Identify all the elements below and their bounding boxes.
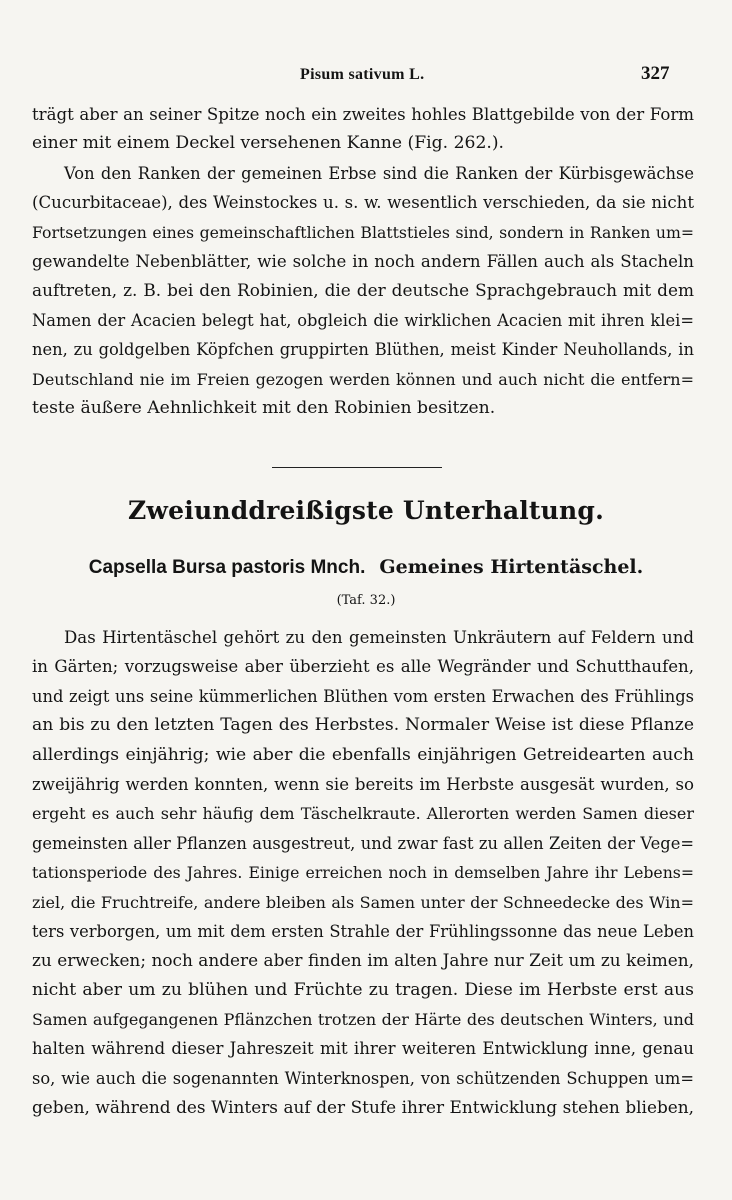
page-number: 327 [641,63,670,84]
paragraph-continuation [32,100,694,423]
text-line: tationsperiode des Jahres. Einige erreichen noch in demselben Jahre ihr Lebens= [32,863,694,883]
text-line: ziel, die Fruchtreife, andere bleiben als Samen unter der Schneedecke des Win= [32,892,694,912]
text-line: geben, während des Winters auf der Stufe ihrer Entwicklung stehen blieben, [32,1097,694,1118]
text-line: Deutschland nie im Freien gezogen werden können und auch nicht die entfern= [32,369,694,389]
species-heading [0,556,732,579]
text-line: allerdings einjährig; wie aber die ebenfalls einjährigen Getreidearten auch [32,744,694,765]
text-line: Samen aufgegangenen Pflänzchen trotzen der Härte des deutschen Winters, und [32,1010,694,1030]
text-line: so, wie auch die sogenannten Winterknospen, von schützenden Schuppen um= [32,1068,694,1088]
text-line: gemeinsten aller Pflanzen ausgestreut, und zwar fast zu allen Zeiten der Vege= [32,833,694,853]
latin-name: Capsella Bursa pastoris Mnch. [88,557,366,578]
plate-reference: (Taf. 32.) [336,593,396,608]
running-head [0,63,732,88]
common-name: Gemeines Hirtentäschel. [379,556,644,578]
text-line: in Gärten; vorzugsweise aber überzieht es alle Wegränder und Schutthaufen, [32,657,694,677]
text-line: und zeigt uns seine kümmerlichen Blüthen vom ersten Erwachen des Frühlings [32,686,694,706]
text-line: nicht aber um zu blühen und Früchte zu tragen. Diese im Herbste erst aus [32,979,694,1000]
text-line: gewandelte Nebenblätter, wie solche in noch andern Fällen auch als Stacheln [32,251,694,271]
text-line: (Cucurbitaceae), des Weinstockes u. s. w. wesentlich verschieden, da sie nicht [32,193,694,213]
text-line: Von den Ranken der gemeinen Erbse sind die Ranken der Kürbisgewächse [64,163,694,183]
text-line: trägt aber an seiner Spitze noch ein zweites hohles Blattgebilde von der Form [32,105,694,124]
text-line: ergeht es auch sehr häufig dem Täschelkraute. Allerorten werden Samen dieser [32,804,694,824]
text-line: nen, zu goldgelben Köpfchen gruppirten Blüthen, meist Kinder Neuhollands, in [32,340,694,360]
text-line: Das Hirtentäschel gehört zu den gemeinsten Unkräutern auf Feldern und [64,628,694,647]
running-title: Pisum sativum L. [300,66,425,83]
text-line: Namen der Acacien belegt hat, obgleich die wirklichen Acacien mit ihren klei= [32,310,694,330]
section-title: Zweiunddreißigste Unterhaltung. [127,496,605,525]
section-divider [272,467,442,468]
text-line: teste äußere Aehnlichkeit mit den Robinien besitzen. [32,397,496,418]
text-line: an bis zu den letzten Tagen des Herbstes. Normaler Weise ist diese Pflanze [32,715,694,736]
text-line: Fortsetzungen eines gemeinschaftlichen Blattstieles sind, sondern in Ranken um= [32,222,694,242]
text-line: zweijährig werden konnten, wenn sie bereits im Herbste ausgesät wurden, so [32,774,694,794]
text-line: einer mit einem Deckel versehenen Kanne (Fig. 262.). [32,133,505,154]
text-line: zu erwecken; noch andere aber finden im alten Jahre nur Zeit um zu keimen, [32,950,694,971]
section-body [32,623,694,1123]
text-line: ters verborgen, um mit dem ersten Strahle der Frühlingssonne das neue Leben [32,921,694,941]
text-line: auftreten, z. B. bei den Robinien, die der deutsche Sprachgebrauch mit dem [32,280,694,301]
text-line: halten während dieser Jahreszeit mit ihrer weiteren Entwicklung inne, genau [32,1039,694,1059]
